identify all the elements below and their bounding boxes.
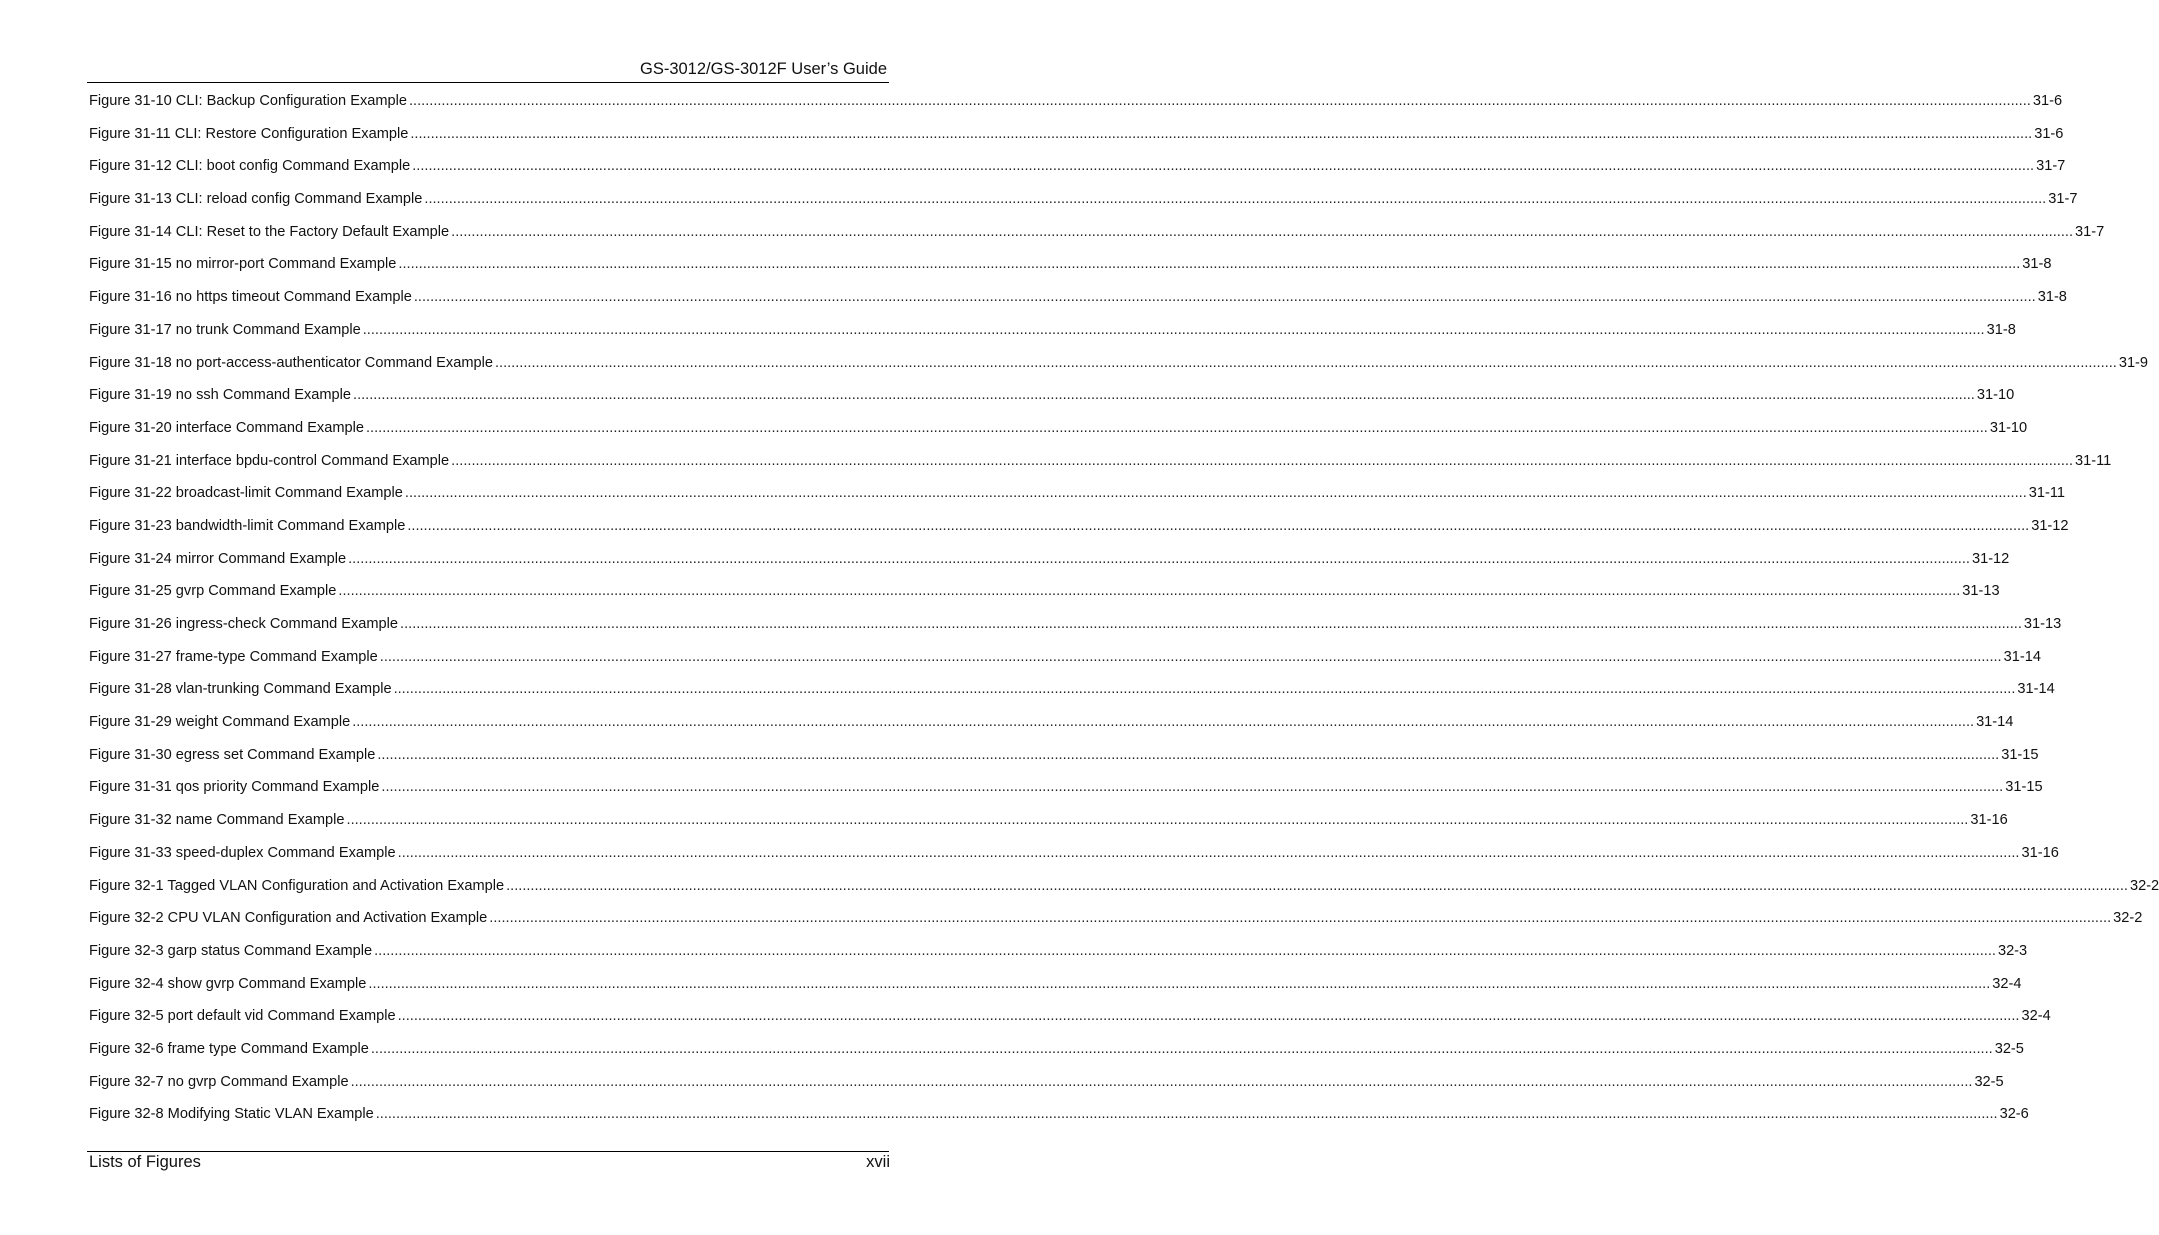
toc-entry-page: 31-12 (1971, 550, 2010, 567)
dot-leader: ................................................................................................................................................................................................................................................................................................................................................................................................................ (451, 452, 2074, 469)
figure-list (89, 88, 2159, 1134)
toc-entry-label: Figure 31-20 interface Command Example (89, 419, 364, 436)
toc-entry-page: 31-8 (2022, 256, 2052, 273)
toc-entry[interactable] (89, 578, 2000, 611)
dot-leader: ................................................................................................................................................................................................................................................................................................................................................................................................................ (451, 223, 2074, 240)
toc-entry-page: 31-7 (2075, 223, 2105, 240)
toc-entry-page: 31-8 (1986, 321, 2016, 338)
toc-entry[interactable] (89, 905, 2143, 938)
dot-leader: ................................................................................................................................................................................................................................................................................................................................................................................................................ (368, 975, 1991, 992)
toc-entry-page: 31-10 (1976, 387, 2015, 404)
toc-entry-label: Figure 31-22 broadcast-limit Command Example (89, 485, 403, 502)
toc-entry-page: 32-3 (1997, 942, 2028, 959)
toc-entry[interactable] (89, 807, 2008, 840)
toc-entry-page: 32-2 (2113, 910, 2143, 927)
toc-entry-page: 31-10 (1989, 419, 2028, 436)
toc-entry-label: Figure 31-28 vlan-trunking Command Example (89, 681, 392, 698)
toc-entry-label: Figure 31-23 bandwidth-limit Command Example (89, 517, 406, 534)
toc-entry[interactable] (89, 774, 2043, 807)
toc-entry-page: 31-15 (2001, 746, 2039, 763)
toc-entry-label: Figure 32-7 no gvrp Command Example (89, 1073, 349, 1090)
dot-leader: ................................................................................................................................................................................................................................................................................................................................................................................................................ (377, 746, 2000, 763)
toc-entry[interactable] (89, 676, 2055, 709)
toc-entry-page: 31-15 (2005, 779, 2043, 796)
toc-entry-label: Figure 31-10 CLI: Backup Configuration Example (89, 93, 407, 109)
dot-leader: ................................................................................................................................................................................................................................................................................................................................................................................................................ (397, 844, 2020, 861)
toc-entry[interactable] (89, 971, 2022, 1004)
toc-entry[interactable] (89, 251, 2052, 284)
toc-entry[interactable] (89, 121, 2064, 154)
toc-entry-label: Figure 32-6 frame type Command Example (89, 1040, 369, 1057)
toc-entry[interactable] (89, 938, 2028, 971)
toc-entry[interactable] (89, 742, 2039, 775)
toc-entry[interactable] (89, 88, 2063, 121)
toc-entry-page: 31-6 (2034, 125, 2064, 142)
toc-entry-page: 32-4 (2021, 1008, 2051, 1025)
dot-leader: ................................................................................................................................................................................................................................................................................................................................................................................................................ (506, 877, 2128, 894)
toc-entry[interactable] (89, 709, 2014, 742)
toc-entry-page: 31-13 (2023, 616, 2062, 632)
toc-entry-label: Figure 31-29 weight Command Example (89, 714, 351, 731)
toc-entry-page: 31-11 (2075, 452, 2112, 469)
toc-entry-label: Figure 31-24 mirror Command Example (89, 550, 347, 567)
footer-section-title: Lists of Figures (89, 1153, 201, 1171)
toc-entry[interactable] (89, 873, 2159, 906)
toc-entry[interactable] (89, 611, 2062, 644)
toc-entry-page: 31-8 (2037, 289, 2067, 306)
toc-entry-page: 31-16 (2021, 844, 2059, 861)
toc-entry[interactable] (89, 350, 2149, 383)
toc-entry[interactable] (89, 1101, 2029, 1134)
toc-entry[interactable] (89, 415, 2028, 448)
dot-leader: ................................................................................................................................................................................................................................................................................................................................................................................................................ (381, 779, 2004, 796)
toc-entry[interactable] (89, 480, 2066, 513)
dot-leader: ................................................................................................................................................................................................................................................................................................................................................................................................................ (489, 910, 2112, 927)
toc-entry-label: Figure 31-26 ingress-check Command Example (89, 616, 399, 632)
toc-entry-label: Figure 31-30 egress set Command Example (89, 746, 376, 763)
toc-entry-label: Figure 31-32 name Command Example (89, 812, 345, 829)
toc-entry-label: Figure 31-27 frame-type Command Example (89, 648, 378, 665)
toc-entry-label: Figure 31-31 qos priority Command Example (89, 779, 380, 796)
toc-entry-page: 31-14 (1976, 714, 2014, 731)
footer-page-number: xvii (866, 1153, 890, 1171)
toc-entry[interactable] (89, 448, 2112, 481)
dot-leader: ................................................................................................................................................................................................................................................................................................................................................................................................................ (365, 419, 1988, 436)
toc-entry[interactable] (89, 153, 2066, 186)
dot-leader: ................................................................................................................................................................................................................................................................................................................................................................................................................ (338, 583, 1961, 600)
toc-entry-page: 31-11 (2028, 485, 2066, 502)
toc-entry-page: 31-12 (2031, 517, 2069, 534)
toc-entry-label: Figure 32-8 Modifying Static VLAN Example (89, 1106, 374, 1123)
dot-leader: ................................................................................................................................................................................................................................................................................................................................................................................................................ (353, 387, 1975, 404)
dot-leader: ................................................................................................................................................................................................................................................................................................................................................................................................................ (404, 485, 2027, 502)
dot-leader: ................................................................................................................................................................................................................................................................................................................................................................................................................ (374, 942, 1996, 959)
header-divider (87, 82, 889, 83)
toc-entry-page: 31-13 (1962, 583, 2000, 600)
toc-entry[interactable] (89, 513, 2069, 546)
toc-entry-label: Figure 32-3 garp status Command Example (89, 942, 373, 959)
dot-leader: ................................................................................................................................................................................................................................................................................................................................................................................................................ (412, 158, 2035, 175)
toc-entry-page: 32-6 (1999, 1106, 2029, 1123)
toc-entry[interactable] (89, 382, 2015, 415)
dot-leader: ................................................................................................................................................................................................................................................................................................................................................................................................................ (393, 681, 2016, 698)
toc-entry[interactable] (89, 186, 2078, 219)
dot-leader: ................................................................................................................................................................................................................................................................................................................................................................................................................ (410, 125, 2033, 142)
toc-entry-page: 31-7 (2036, 158, 2066, 175)
toc-entry[interactable] (89, 644, 2041, 677)
dot-leader: ................................................................................................................................................................................................................................................................................................................................................................................................................ (379, 648, 2002, 665)
toc-entry-page: 32-4 (1992, 975, 2022, 992)
dot-leader: ................................................................................................................................................................................................................................................................................................................................................................................................................ (346, 812, 1969, 829)
toc-entry-page: 32-5 (1974, 1073, 2004, 1090)
toc-entry-label: Figure 31-12 CLI: boot config Command Example (89, 158, 411, 175)
dot-leader: ................................................................................................................................................................................................................................................................................................................................................................................................................ (397, 1008, 2020, 1025)
toc-entry[interactable] (89, 219, 2105, 252)
toc-entry-label: Figure 31-15 no mirror-port Command Example (89, 256, 397, 273)
dot-leader: ................................................................................................................................................................................................................................................................................................................................................................................................................ (409, 93, 2031, 109)
toc-entry[interactable] (89, 284, 2067, 317)
dot-leader: ................................................................................................................................................................................................................................................................................................................................................................................................................ (413, 289, 2036, 306)
toc-entry-page: 31-14 (2017, 681, 2055, 698)
toc-entry-label: Figure 31-25 gvrp Command Example (89, 583, 337, 600)
dot-leader: ................................................................................................................................................................................................................................................................................................................................................................................................................ (352, 714, 1975, 731)
toc-entry-label: Figure 31-21 interface bpdu-control Command Example (89, 452, 450, 469)
toc-entry-page: 31-16 (1970, 812, 2008, 829)
toc-entry-label: Figure 31-14 CLI: Reset to the Factory Default Example (89, 223, 450, 240)
toc-entry-page: 31-9 (2118, 354, 2149, 371)
page-header-title: GS-3012/GS-3012F User’s Guide (639, 60, 887, 78)
dot-leader: ................................................................................................................................................................................................................................................................................................................................................................................................................ (370, 1040, 1993, 1057)
toc-entry-label: Figure 32-1 Tagged VLAN Configuration and Activation Example (89, 877, 505, 894)
footer-divider (87, 1151, 889, 1152)
toc-entry-label: Figure 32-5 port default vid Command Example (89, 1008, 396, 1025)
dot-leader: ................................................................................................................................................................................................................................................................................................................................................................................................................ (494, 354, 2117, 371)
toc-entry-page: 31-7 (2048, 191, 2078, 208)
toc-entry[interactable] (89, 1069, 2004, 1102)
dot-leader: ................................................................................................................................................................................................................................................................................................................................................................................................................ (350, 1073, 1973, 1090)
dot-leader: ................................................................................................................................................................................................................................................................................................................................................................................................................ (424, 191, 2047, 208)
toc-entry-label: Figure 31-19 no ssh Command Example (89, 387, 352, 404)
dot-leader: ................................................................................................................................................................................................................................................................................................................................................................................................................ (407, 517, 2030, 534)
toc-entry-label: Figure 32-2 CPU VLAN Configuration and Activation Example (89, 910, 488, 927)
dot-leader: ................................................................................................................................................................................................................................................................................................................................................................................................................ (375, 1106, 1998, 1123)
toc-entry[interactable] (89, 840, 2059, 873)
toc-entry-page: 31-6 (2032, 93, 2063, 109)
dot-leader: ................................................................................................................................................................................................................................................................................................................................................................................................................ (398, 256, 2021, 273)
toc-entry-label: Figure 31-11 CLI: Restore Configuration Example (89, 125, 409, 142)
dot-leader: ................................................................................................................................................................................................................................................................................................................................................................................................................ (400, 616, 2022, 632)
toc-entry[interactable] (89, 1036, 2024, 1069)
toc-entry-page: 31-14 (2003, 648, 2041, 665)
toc-entry-page: 32-2 (2129, 877, 2159, 894)
toc-entry[interactable] (89, 317, 2016, 350)
toc-entry-label: Figure 31-33 speed-duplex Command Example (89, 844, 396, 861)
toc-entry[interactable] (89, 1003, 2051, 1036)
toc-entry-label: Figure 31-16 no https timeout Command Example (89, 289, 412, 306)
dot-leader: ................................................................................................................................................................................................................................................................................................................................................................................................................ (348, 550, 1970, 567)
dot-leader: ................................................................................................................................................................................................................................................................................................................................................................................................................ (362, 321, 1985, 338)
toc-entry-page: 32-5 (1994, 1040, 2024, 1057)
toc-entry-label: Figure 31-17 no trunk Command Example (89, 321, 361, 338)
toc-entry-label: Figure 31-18 no port-access-authenticator Command Example (89, 354, 493, 371)
toc-entry[interactable] (89, 546, 2010, 579)
toc-entry-label: Figure 31-13 CLI: reload config Command Example (89, 191, 423, 208)
toc-entry-label: Figure 32-4 show gvrp Command Example (89, 975, 367, 992)
